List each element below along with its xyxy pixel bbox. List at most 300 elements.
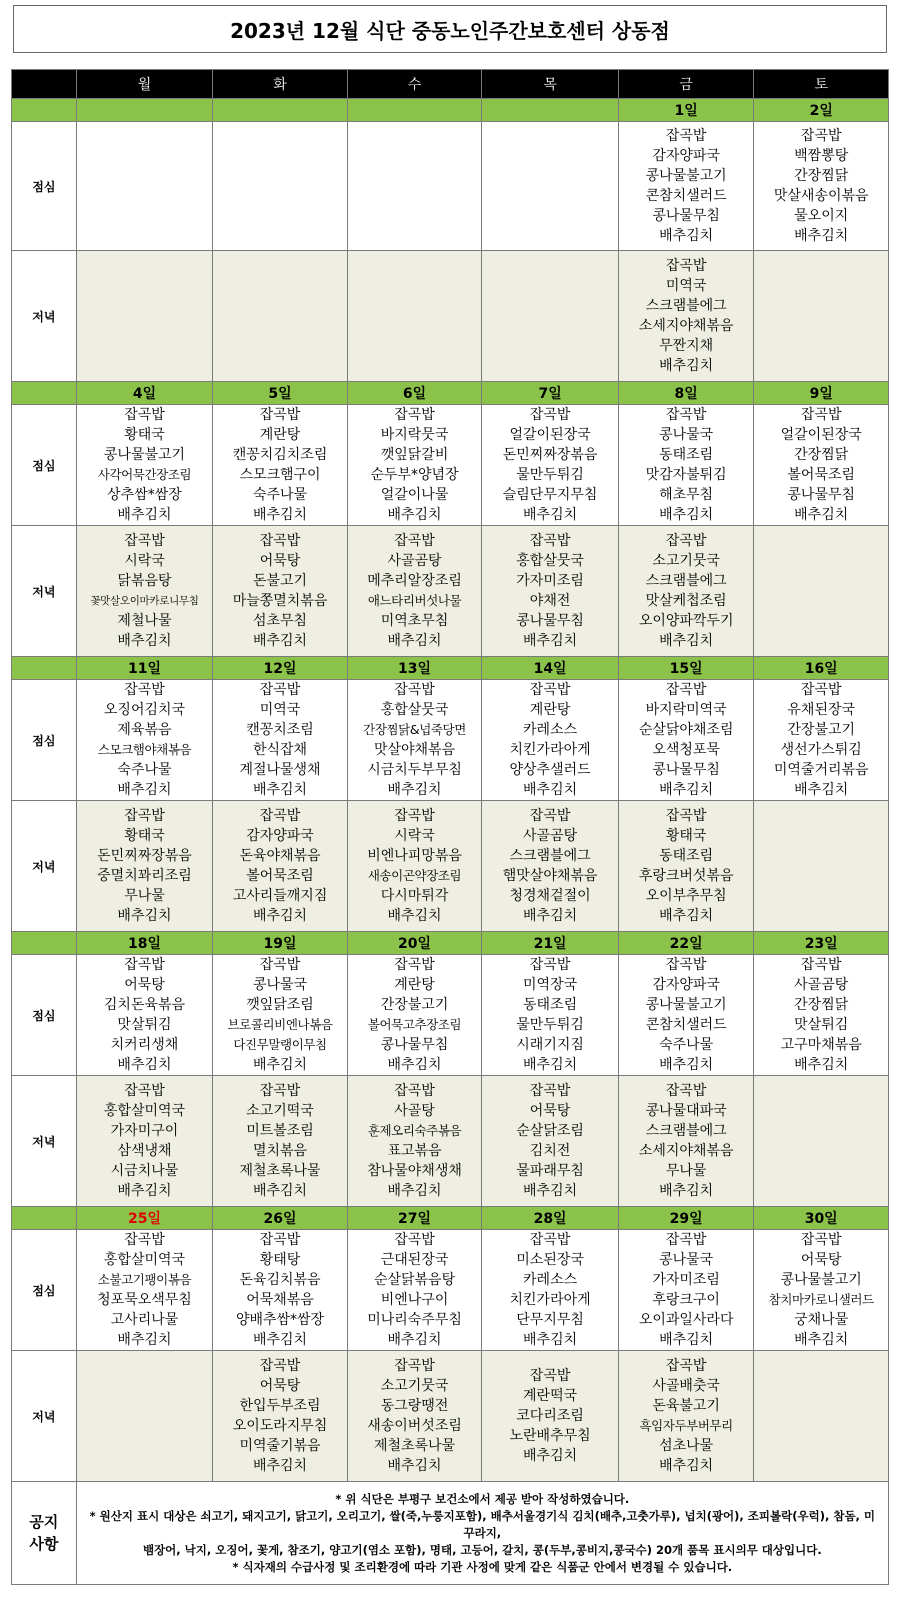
- menu-item: 배추김치: [117, 1183, 172, 1199]
- date-cell: 4일: [76, 382, 213, 405]
- menu-item: 잡곡밥: [665, 1083, 707, 1099]
- menu-item: 잡곡밥: [124, 808, 165, 824]
- notice-line: * 위 식단은 부평구 보건소에서 제공 받아 작성하였습니다.: [335, 1491, 630, 1506]
- date-cell: 21일: [482, 932, 619, 955]
- menu-item: 얼갈이나물: [380, 487, 449, 503]
- dinner-cell: [347, 801, 482, 932]
- menu-item: 바지락미역국: [645, 702, 727, 718]
- menu-item: 무짠지채: [659, 338, 714, 354]
- dinner-cell: [482, 1076, 619, 1207]
- dinner-cell: [618, 251, 754, 382]
- menu-item: 잡곡밥: [529, 1083, 571, 1099]
- menu-item: 미역초무침: [380, 613, 449, 629]
- menu-item: 스크램블에그: [509, 848, 591, 864]
- date-cell: 23일: [754, 932, 889, 955]
- menu-item: 사골곰탕: [523, 828, 578, 844]
- menu-item: 맛살야채볶음: [373, 742, 456, 758]
- date-cell: 6일: [347, 382, 482, 405]
- menu-item: 배추김치: [794, 1332, 849, 1348]
- menu-item: 잡곡밥: [124, 957, 165, 973]
- menu-item: 후랑크구이: [652, 1292, 720, 1308]
- lunch-cell: [347, 680, 482, 801]
- menu-item: 콩나물무침: [652, 762, 720, 778]
- menu-item: 동그랑땡전: [380, 1398, 449, 1414]
- dinner-label: 저녁: [12, 1351, 77, 1482]
- menu-item: 잡곡밥: [529, 1368, 571, 1384]
- menu-item: 미역줄기볶음: [239, 1438, 321, 1454]
- menu-item: 배추김치: [252, 1458, 308, 1474]
- menu-item: 중멸치꽈리조림: [97, 868, 192, 884]
- menu-item: 배추김치: [117, 507, 172, 523]
- menu-item: 배추김치: [252, 782, 308, 798]
- menu-item: 잡곡밥: [665, 407, 707, 423]
- menu-item: 가자미구이: [110, 1123, 179, 1139]
- lunch-cell: [618, 1230, 754, 1351]
- date-corner: [12, 99, 77, 122]
- meal-table: [11, 69, 889, 1585]
- lunch-cell: [618, 122, 754, 251]
- menu-item: 근대된장국: [380, 1252, 449, 1268]
- lunch-cell: [76, 680, 213, 801]
- dinner-cell: [213, 1076, 348, 1207]
- menu-item: 배추김치: [387, 908, 442, 924]
- date-cell: [76, 99, 213, 122]
- menu-item: 고구마채볶음: [780, 1037, 862, 1053]
- lunch-cell: [754, 405, 889, 526]
- menu-item: 가자미조림: [652, 1272, 720, 1288]
- menu-item: 어묵탕: [259, 1378, 301, 1394]
- dinner-cell: [754, 1076, 889, 1207]
- lunch-cell: [213, 1230, 348, 1351]
- menu-item: 맛살튀김: [117, 1017, 172, 1033]
- menu-item: 잡곡밥: [665, 533, 707, 549]
- menu-item: 물만두튀김: [516, 1017, 584, 1033]
- lunch-cell: [213, 405, 348, 526]
- menu-item: 배추김치: [523, 507, 578, 523]
- date-corner: [12, 657, 77, 680]
- date-cell: 9일: [754, 382, 889, 405]
- date-cell: 15일: [618, 657, 754, 680]
- menu-item: 계절나물생채: [239, 762, 321, 778]
- menu-item: 미트볼조림: [246, 1123, 314, 1139]
- menu-item: 잡곡밥: [259, 407, 301, 423]
- dinner-label: 저녁: [12, 1076, 77, 1207]
- menu-item: 배추김치: [117, 1057, 172, 1073]
- menu-item: 계란탕: [259, 427, 301, 443]
- menu-item: 오색청포묵: [652, 742, 720, 758]
- menu-item: 콩나물무침: [516, 613, 584, 629]
- menu-item: 시락국: [394, 828, 435, 844]
- menu-item: 계란탕: [394, 977, 435, 993]
- date-corner: [12, 1207, 77, 1230]
- dinner-row: [12, 801, 889, 932]
- menu-item: 잡곡밥: [124, 533, 165, 549]
- menu-item: 청포묵오색무침: [97, 1292, 192, 1308]
- menu-item: 순살닭야채조림: [638, 722, 734, 738]
- menu-item: 미역줄거리볶음: [773, 762, 869, 778]
- menu-item: 스크램블에그: [645, 573, 727, 589]
- menu-item: 소고기떡국: [246, 1103, 314, 1119]
- lunch-cell: [618, 405, 754, 526]
- menu-item: 사골탕: [394, 1103, 435, 1119]
- date-cell: 7일: [482, 382, 619, 405]
- lunch-cell: [347, 122, 482, 251]
- menu-item: 잡곡밥: [529, 808, 571, 824]
- menu-item: 잡곡밥: [800, 682, 842, 698]
- menu-item: 흑임자두부버무리: [639, 1418, 733, 1433]
- day-header-row: [12, 70, 889, 99]
- menu-item: 미나리숙주무침: [367, 1312, 462, 1328]
- dinner-cell: [618, 526, 754, 657]
- dinner-cell: [213, 251, 348, 382]
- dinner-row: [12, 526, 889, 657]
- menu-item: 브로콜리비엔나볶음: [227, 1017, 333, 1032]
- menu-item: 잡곡밥: [259, 682, 301, 698]
- menu-item: 콘참치샐러드: [645, 188, 727, 204]
- menu-item: 후랑크버섯볶음: [638, 868, 734, 884]
- menu-item: 배추김치: [794, 782, 849, 798]
- menu-item: 김치전: [529, 1143, 571, 1159]
- menu-item: 콩나물불고기: [645, 997, 727, 1013]
- menu-item: 잡곡밥: [124, 1232, 165, 1248]
- menu-item: 콩나물불고기: [780, 1272, 862, 1288]
- lunch-label: 점심: [12, 955, 77, 1076]
- menu-item: 새송이버섯조림: [367, 1418, 462, 1434]
- lunch-cell: [482, 405, 619, 526]
- menu-item: 잡곡밥: [394, 533, 435, 549]
- menu-item: 카레소스: [523, 722, 578, 738]
- day-header: 월: [76, 70, 213, 99]
- menu-item: 잡곡밥: [665, 957, 707, 973]
- menu-item: 사골곰탕: [794, 977, 849, 993]
- menu-item: 메추리알장조림: [367, 573, 462, 589]
- menu-item: 배추김치: [387, 782, 442, 798]
- menu-item: 오이부추무침: [645, 888, 727, 904]
- dinner-cell: [482, 526, 619, 657]
- menu-item: 비엔나피망볶음: [367, 848, 462, 864]
- menu-item: 어묵채볶음: [246, 1292, 314, 1308]
- menu-item: 사골배춧국: [652, 1378, 720, 1394]
- menu-item: 배추김치: [252, 908, 308, 924]
- dinner-cell: [76, 526, 213, 657]
- menu-item: 배추김치: [523, 1448, 578, 1464]
- date-cell: 2일: [754, 99, 889, 122]
- menu-item: 배추김치: [659, 633, 714, 649]
- menu-item: 배추김치: [117, 633, 172, 649]
- date-corner: [12, 932, 77, 955]
- lunch-cell: [213, 680, 348, 801]
- menu-item: 황태국: [124, 828, 165, 844]
- menu-item: 배추김치: [252, 1183, 308, 1199]
- menu-item: 배추김치: [387, 507, 442, 523]
- menu-item: 간장찜닭: [794, 168, 849, 184]
- dinner-cell: [347, 1351, 482, 1482]
- menu-item: 맛감자불튀김: [645, 467, 727, 483]
- menu-item: 황태탕: [259, 1252, 301, 1268]
- menu-item: 마늘쫑멸치볶음: [232, 593, 328, 609]
- date-cell: 25일: [76, 1207, 213, 1230]
- menu-item: 미역장국: [523, 977, 578, 993]
- menu-item: 어묵탕: [800, 1252, 842, 1268]
- menu-item: 돈육김치볶음: [239, 1272, 321, 1288]
- date-row: [12, 932, 889, 955]
- menu-item: 잡곡밥: [665, 1358, 707, 1374]
- menu-item: 제철초록나물: [373, 1438, 456, 1454]
- lunch-cell: [482, 680, 619, 801]
- menu-item: 홍합살미역국: [103, 1252, 186, 1268]
- menu-item: 잡곡밥: [529, 957, 571, 973]
- menu-item: 잡곡밥: [800, 957, 842, 973]
- menu-item: 동태조림: [523, 997, 578, 1013]
- menu-item: 한입두부조림: [239, 1398, 321, 1414]
- menu-item: 잡곡밥: [665, 682, 707, 698]
- menu-item: 잡곡밥: [259, 808, 301, 824]
- menu-item: 단무지무침: [516, 1312, 584, 1328]
- lunch-cell: [754, 680, 889, 801]
- menu-item: 제철나물: [117, 613, 172, 629]
- menu-item: 바지락뭇국: [380, 427, 449, 443]
- lunch-cell: [754, 955, 889, 1076]
- lunch-cell: [213, 122, 348, 251]
- notice-label: 공지 사항: [12, 1482, 77, 1585]
- menu-item: 맛살튀김: [794, 1017, 849, 1033]
- dinner-cell: [618, 801, 754, 932]
- menu-item: 애느타리버섯나물: [367, 593, 462, 608]
- date-cell: 29일: [618, 1207, 754, 1230]
- menu-item: 배추김치: [659, 358, 714, 374]
- menu-item: 숙주나물: [117, 762, 172, 778]
- menu-item: 어묵탕: [529, 1103, 571, 1119]
- menu-item: 잡곡밥: [800, 1232, 842, 1248]
- menu-item: 돈민찌짜장볶음: [502, 447, 598, 463]
- menu-item: 잡곡밥: [529, 533, 571, 549]
- day-header: 수: [347, 70, 482, 99]
- menu-item: 백짬뽕탕: [794, 148, 849, 164]
- menu-item: 가자미조림: [516, 573, 584, 589]
- date-cell: 26일: [213, 1207, 348, 1230]
- menu-item: 노란배추무침: [509, 1428, 591, 1444]
- dinner-cell: [347, 526, 482, 657]
- menu-item: 배추김치: [387, 633, 442, 649]
- date-cell: [347, 99, 482, 122]
- menu-item: 닭볶음탕: [117, 573, 172, 589]
- date-cell: 1일: [618, 99, 754, 122]
- menu-item: 배추김치: [659, 782, 714, 798]
- menu-item: 간장찜닭: [794, 447, 849, 463]
- lunch-cell: [76, 405, 213, 526]
- date-cell: 14일: [482, 657, 619, 680]
- menu-item: 궁채나물: [794, 1312, 849, 1328]
- menu-item: 잡곡밥: [529, 682, 571, 698]
- date-cell: 12일: [213, 657, 348, 680]
- menu-item: 잡곡밥: [124, 682, 165, 698]
- menu-item: 계란떡국: [523, 1388, 578, 1404]
- menu-item: 시금치나물: [110, 1163, 179, 1179]
- lunch-cell: [754, 1230, 889, 1351]
- menu-item: 콩나물무침: [787, 487, 856, 503]
- menu-item: 간장불고기: [787, 722, 856, 738]
- menu-item: 시금치두부무침: [367, 762, 462, 778]
- menu-item: 계란탕: [529, 702, 571, 718]
- menu-item: 양상추샐러드: [509, 762, 591, 778]
- dinner-row: [12, 1351, 889, 1482]
- page-title: 2023년 12월 식단 중동노인주간보호센터 상동점: [13, 5, 887, 53]
- dinner-cell: [213, 526, 348, 657]
- menu-item: 배추김치: [117, 782, 172, 798]
- menu-item: 잡곡밥: [394, 1083, 435, 1099]
- menu-item: 숙주나물: [659, 1037, 714, 1053]
- day-header: 목: [482, 70, 619, 99]
- menu-item: 잡곡밥: [259, 1232, 301, 1248]
- date-cell: 16일: [754, 657, 889, 680]
- menu-item: 배추김치: [117, 1332, 172, 1348]
- menu-item: 비엔나구이: [380, 1292, 449, 1308]
- menu-item: 시락국: [124, 553, 165, 569]
- menu-item: 제육볶음: [117, 722, 172, 738]
- menu-item: 콩나물국: [252, 977, 308, 993]
- menu-item: 제철초록나물: [239, 1163, 321, 1179]
- menu-item: 콩나물무침: [380, 1037, 449, 1053]
- menu-item: 잡곡밥: [800, 128, 842, 144]
- menu-item: 캔꽁치조림: [246, 722, 314, 738]
- notice-line: 뱀장어, 낙지, 오징어, 꽃게, 참조기, 양고기(염소 포함), 명태, 고등어, 갈치, 콩(두부,콩비지,콩국수) 20개 품목 표시의무 대상입니다.: [142, 1542, 822, 1557]
- menu-item: 다진무말랭이무침: [233, 1037, 327, 1052]
- menu-item: 소세지야채볶음: [638, 318, 734, 334]
- menu-item: 황태국: [124, 427, 165, 443]
- dinner-cell: [482, 1351, 619, 1482]
- menu-item: 동태조림: [659, 447, 714, 463]
- menu-item: 미소된장국: [516, 1252, 584, 1268]
- header-corner: [12, 70, 77, 99]
- dinner-cell: [618, 1076, 754, 1207]
- menu-item: 콘참치샐러드: [645, 1017, 727, 1033]
- menu-item: 돈육야채볶음: [239, 848, 321, 864]
- lunch-cell: [347, 955, 482, 1076]
- menu-item: 배추김치: [252, 633, 308, 649]
- menu-item: 배추김치: [252, 1057, 308, 1073]
- menu-item: 배추김치: [794, 1057, 849, 1073]
- dinner-cell: [76, 801, 213, 932]
- menu-item: 무나물: [665, 1163, 707, 1179]
- menu-item: 고사리나물: [110, 1312, 179, 1328]
- menu-item: 콩나물불고기: [103, 447, 186, 463]
- menu-item: 배추김치: [659, 1057, 714, 1073]
- date-row: [12, 382, 889, 405]
- lunch-label: 점심: [12, 680, 77, 801]
- menu-item: 캔꽁치김치조림: [232, 447, 328, 463]
- lunch-cell: [618, 680, 754, 801]
- menu-item: 물파래무침: [516, 1163, 584, 1179]
- menu-item: 야채전: [529, 593, 571, 609]
- menu-item: 배추김치: [794, 228, 849, 244]
- lunch-row: [12, 680, 889, 801]
- menu-item: 깻잎닭조림: [246, 997, 314, 1013]
- menu-item: 배추김치: [387, 1183, 442, 1199]
- date-cell: 30일: [754, 1207, 889, 1230]
- menu-item: 섬초무침: [252, 613, 308, 629]
- date-cell: 18일: [76, 932, 213, 955]
- lunch-label: 점심: [12, 122, 77, 251]
- dinner-cell: [754, 526, 889, 657]
- date-row: [12, 657, 889, 680]
- menu-item: 배추김치: [252, 507, 308, 523]
- menu-item: 잡곡밥: [394, 1232, 435, 1248]
- menu-item: 배추김치: [523, 1057, 578, 1073]
- dinner-label: 저녁: [12, 251, 77, 382]
- menu-item: 참치마카로니샐러드: [768, 1292, 874, 1307]
- dinner-label: 저녁: [12, 526, 77, 657]
- lunch-cell: [482, 955, 619, 1076]
- date-cell: 28일: [482, 1207, 619, 1230]
- menu-item: 잡곡밥: [529, 407, 571, 423]
- menu-item: 시래기지짐: [516, 1037, 584, 1053]
- menu-item: 콩나물국: [659, 1252, 714, 1268]
- menu-item: 슬림단무지무침: [502, 487, 598, 503]
- date-row: [12, 99, 889, 122]
- menu-item: 사각어묵간장조림: [97, 467, 192, 482]
- menu-item: 스모크햄야채볶음: [97, 742, 192, 757]
- menu-item: 볼어묵고추장조림: [367, 1017, 462, 1032]
- menu-item: 소세지야채볶음: [638, 1143, 734, 1159]
- menu-item: 상추쌈*쌈장: [107, 487, 182, 503]
- menu-item: 배추김치: [659, 908, 714, 924]
- menu-item: 홍합살뭇국: [516, 553, 584, 569]
- menu-item: 감자양파국: [246, 828, 314, 844]
- menu-item: 참나물야채생채: [367, 1163, 462, 1179]
- dinner-cell: [754, 1351, 889, 1482]
- menu-item: 다시마튀각: [380, 888, 449, 904]
- notice-line: * 식자재의 수급사정 및 조리환경에 따라 기관 사정에 맞게 같은 식품군 안에서 변경될 수 있습니다.: [232, 1559, 733, 1574]
- lunch-cell: [76, 955, 213, 1076]
- dinner-cell: [754, 801, 889, 932]
- menu-item: 양배추쌈*쌈장: [235, 1312, 325, 1328]
- menu-item: 치킨가라아게: [509, 1292, 591, 1308]
- menu-item: 오이도라지무침: [232, 1418, 328, 1434]
- menu-item: 배추김치: [387, 1458, 442, 1474]
- lunch-cell: [347, 1230, 482, 1351]
- date-cell: 5일: [213, 382, 348, 405]
- menu-item: 김치돈육볶음: [103, 997, 186, 1013]
- menu-item: 잡곡밥: [394, 957, 435, 973]
- menu-item: 잡곡밥: [529, 1232, 571, 1248]
- menu-item: 소불고기팽이볶음: [97, 1272, 192, 1287]
- lunch-cell: [76, 122, 213, 251]
- menu-item: 배추김치: [659, 1458, 714, 1474]
- menu-item: 훈제오리숙주볶음: [367, 1123, 462, 1138]
- menu-item: 꽃맛살오이마카로니무침: [90, 595, 199, 607]
- lunch-label: 점심: [12, 1230, 77, 1351]
- date-cell: [482, 99, 619, 122]
- menu-item: 어묵탕: [124, 977, 165, 993]
- menu-item: 햄맛살야채볶음: [502, 868, 598, 884]
- menu-item: 오징어김치국: [103, 702, 186, 718]
- menu-item: 잡곡밥: [665, 1232, 707, 1248]
- dinner-row: [12, 251, 889, 382]
- day-header: 화: [213, 70, 348, 99]
- menu-item: 돈육불고기: [652, 1398, 720, 1414]
- menu-item: 치킨가라아게: [509, 742, 591, 758]
- dinner-cell: [482, 251, 619, 382]
- menu-item: 배추김치: [523, 782, 578, 798]
- menu-item: 잡곡밥: [394, 682, 435, 698]
- lunch-cell: [213, 955, 348, 1076]
- lunch-row: [12, 1230, 889, 1351]
- menu-item: 섬초나물: [659, 1438, 714, 1454]
- menu-item: 맛살새송이볶음: [773, 188, 869, 204]
- notice-row: [12, 1482, 889, 1585]
- menu-item: 소고기뭇국: [652, 553, 720, 569]
- menu-item: 배추김치: [659, 1183, 714, 1199]
